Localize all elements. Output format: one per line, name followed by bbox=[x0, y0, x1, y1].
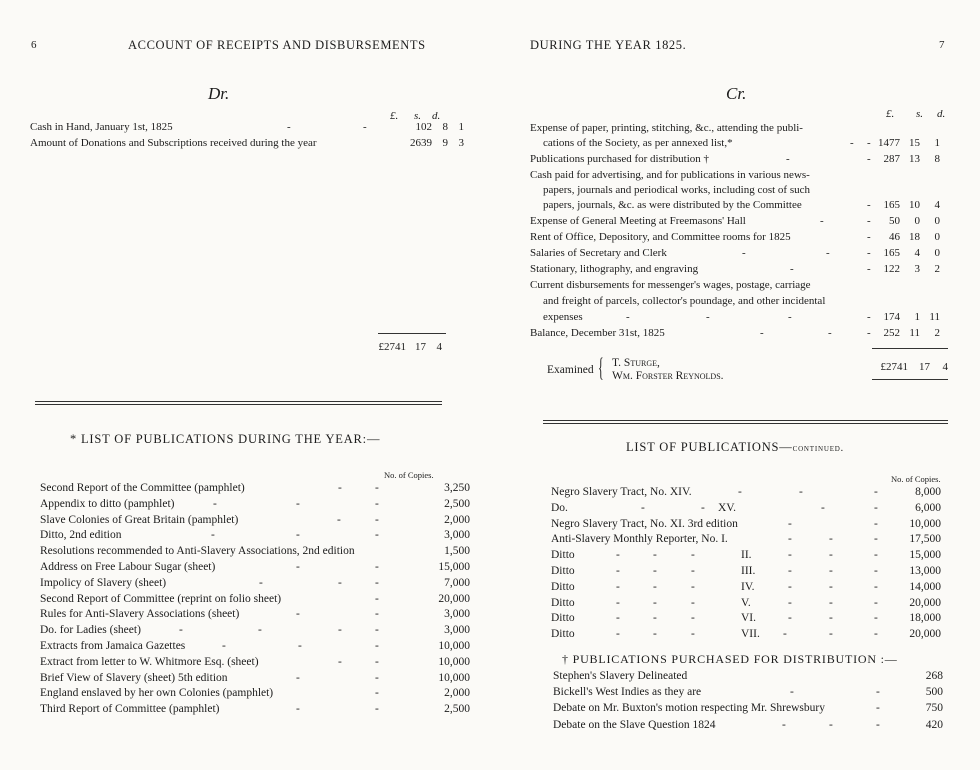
debit-total bbox=[368, 340, 450, 355]
copies-head-left: No. of Copies. bbox=[384, 470, 434, 480]
publication-title: Third Report of Committee (pamphlet) bbox=[40, 703, 220, 716]
copies-head-right: No. of Copies. bbox=[891, 474, 941, 484]
publication-copies: 1,500 bbox=[444, 545, 470, 558]
publication-copies: 10,000 bbox=[438, 671, 470, 684]
leader-dash: - bbox=[375, 561, 379, 573]
publication-title: Extract from letter to W. Whitmore Esq. (sheet) bbox=[40, 655, 259, 668]
publication-row bbox=[40, 575, 470, 591]
leader-dash: - bbox=[641, 501, 645, 514]
leader-dash: - bbox=[296, 608, 300, 621]
leader-dash: - bbox=[296, 703, 300, 716]
publication-copies: 2,500 bbox=[444, 703, 470, 716]
examiner-name: Wm. Forster Reynolds. bbox=[612, 370, 724, 382]
publication-row bbox=[551, 484, 941, 500]
publication-row bbox=[40, 559, 470, 575]
credit-entry-line: expenses bbox=[543, 311, 583, 323]
credit-entry-line: Stationary, lithography, and engraving bbox=[530, 263, 699, 275]
publication-copies: 3,250 bbox=[444, 482, 470, 494]
leader-dash: - bbox=[829, 628, 833, 641]
publication-copies: 268 bbox=[925, 670, 943, 682]
debit-pounds: 2639 bbox=[410, 137, 432, 149]
credit-pounds: 50 bbox=[889, 215, 900, 227]
publications-title-right-suffix: continued. bbox=[792, 443, 844, 454]
leader-dash: - bbox=[738, 486, 742, 498]
leader-dash: - bbox=[296, 497, 300, 510]
leader-dash: - bbox=[874, 501, 878, 514]
publications-title-left: * LIST OF PUBLICATIONS DURING THE YEAR:— bbox=[70, 432, 381, 446]
publication-title: Second Report of the Committee (pamphlet) bbox=[40, 482, 245, 494]
credit-amount: - - - - 174 1 11 bbox=[626, 311, 940, 323]
credit-total bbox=[870, 360, 954, 375]
publication-title: Do. for Ladies (sheet) bbox=[40, 624, 141, 637]
leader-dash: - bbox=[691, 628, 695, 641]
leader-dash: - bbox=[653, 580, 657, 593]
leader-dash: - bbox=[296, 561, 300, 573]
leader-dash: - bbox=[338, 576, 342, 589]
credit-shillings: 13 bbox=[909, 153, 920, 165]
publication-copies: 2,500 bbox=[444, 497, 470, 510]
leader-dash: - bbox=[874, 549, 878, 562]
credit-shillings: 4 bbox=[914, 247, 920, 259]
examined-label: Examined bbox=[547, 364, 594, 376]
credit-entry-line: Current disbursements for messenger's wages, postage, carriage bbox=[530, 279, 811, 291]
publication-copies: 14,000 bbox=[909, 580, 941, 593]
leader-dash: - bbox=[788, 517, 792, 530]
publication-copies: 13,000 bbox=[909, 565, 941, 577]
publication-copies: 20,000 bbox=[909, 628, 941, 641]
credit-shillings: 0 bbox=[914, 215, 920, 227]
publication-row bbox=[553, 717, 943, 733]
divider-left-bottom bbox=[35, 404, 442, 405]
publications-title-right-main: LIST OF PUBLICATIONS— bbox=[626, 440, 793, 454]
credit-pounds: 165 bbox=[883, 199, 900, 211]
debit-pence: 1 bbox=[458, 121, 464, 133]
publication-title: Do. bbox=[551, 501, 568, 514]
credit-entry-line: Salaries of Secretary and Clerk bbox=[530, 247, 667, 259]
leader-dash: - bbox=[874, 517, 878, 530]
credit-entry-line: Rent of Office, Depository, and Committee rooms for 1825 bbox=[530, 231, 791, 243]
publication-title: Brief View of Slavery (sheet) 5th edition bbox=[40, 671, 228, 684]
running-head-left: ACCOUNT OF RECEIPTS AND DISBURSEMENTS bbox=[128, 38, 426, 52]
credit-pounds: 46 bbox=[889, 231, 900, 243]
debit-pence: 3 bbox=[458, 137, 464, 149]
publication-copies: 2,000 bbox=[444, 687, 470, 700]
credit-pounds: 122 bbox=[883, 263, 900, 275]
total-underline-right bbox=[872, 379, 948, 380]
leader-dash: - bbox=[375, 608, 379, 621]
credit-pounds: 252 bbox=[883, 327, 900, 339]
leader-dash: - bbox=[874, 628, 878, 641]
publication-title: Ditto bbox=[551, 612, 575, 625]
credit-amount: - - 50 0 0 bbox=[820, 215, 940, 227]
publication-row bbox=[551, 626, 941, 642]
publication-title: Ditto bbox=[551, 580, 575, 593]
publication-copies: 420 bbox=[925, 718, 943, 731]
leader-dash: - bbox=[616, 580, 620, 593]
leader-dash: - bbox=[337, 513, 341, 526]
leader-dash: - bbox=[874, 533, 878, 546]
leader-dash: - bbox=[616, 628, 620, 641]
total-rule-left bbox=[378, 333, 446, 334]
credit-pence: 4 bbox=[934, 199, 940, 211]
credit-entry-line: papers, journals, &c. as were distributed by the Committee bbox=[543, 199, 802, 211]
credit-total-pence: 4 bbox=[942, 361, 948, 373]
leader-dash: - bbox=[829, 718, 833, 731]
credit-pence: 8 bbox=[934, 153, 940, 165]
leader-dash: - bbox=[616, 612, 620, 625]
debit-pounds: 102 bbox=[415, 121, 432, 133]
leader-dash: - bbox=[375, 592, 379, 605]
leader-dash: - bbox=[874, 596, 878, 609]
leader-dash: - bbox=[375, 655, 379, 668]
publication-copies: 6,000 bbox=[915, 501, 941, 514]
leader-dash: - bbox=[788, 565, 792, 577]
publication-title: Ditto bbox=[551, 628, 575, 641]
credit-pounds: 1477 bbox=[878, 137, 900, 149]
publication-copies: 500 bbox=[925, 686, 943, 699]
debit-total-shillings: 17 bbox=[415, 341, 426, 353]
credit-entry-line: Publications purchased for distribution † bbox=[530, 153, 710, 165]
leader-dash: - bbox=[788, 580, 792, 593]
debit-entry-text: Amount of Donations and Subscriptions received during the year bbox=[30, 137, 317, 149]
credit-shillings: 15 bbox=[909, 137, 920, 149]
publication-row bbox=[551, 500, 941, 516]
leader-dash: - bbox=[829, 549, 833, 562]
publication-copies: 3,000 bbox=[444, 624, 470, 637]
credit-shillings: 11 bbox=[909, 327, 920, 339]
publication-row bbox=[40, 527, 470, 543]
publication-row bbox=[40, 670, 470, 686]
publication-row bbox=[551, 516, 941, 532]
leader-dash: - bbox=[375, 640, 379, 652]
publication-row bbox=[40, 496, 470, 512]
page-number-right: 7 bbox=[939, 39, 945, 51]
leader-dash: - bbox=[375, 703, 379, 716]
publication-row bbox=[551, 579, 941, 595]
credit-amount: - - - 252 11 2 bbox=[760, 327, 940, 339]
publication-row bbox=[40, 512, 470, 528]
publication-copies: 17,500 bbox=[909, 533, 941, 546]
purchased-title: † PUBLICATIONS PURCHASED FOR DISTRIBUTION :— bbox=[562, 652, 898, 666]
leader-dash: - bbox=[876, 686, 880, 699]
shillings-head-right: s. bbox=[916, 108, 924, 120]
leader-dash: - bbox=[179, 624, 183, 637]
publication-title: Appendix to ditto (pamphlet) bbox=[40, 497, 175, 510]
credit-pence: 1 bbox=[934, 137, 940, 149]
publication-copies: 18,000 bbox=[909, 612, 941, 625]
publication-title: Resolutions recommended to Anti-Slavery Associations, 2nd edition bbox=[40, 545, 355, 558]
leader-dash: - bbox=[821, 501, 825, 514]
publication-copies: 15,000 bbox=[438, 561, 470, 573]
credit-entry-line: Expense of paper, printing, stitching, &c., attending the publi- bbox=[530, 122, 803, 134]
debit-entry-text: Cash in Hand, January 1st, 1825 bbox=[30, 121, 173, 133]
leader-dash: - bbox=[653, 628, 657, 641]
pounds-head-right: £. bbox=[886, 108, 895, 120]
credit-amount: - - 287 13 8 bbox=[786, 153, 940, 165]
publication-row bbox=[551, 547, 941, 563]
debit-label: Dr. bbox=[208, 84, 230, 103]
credit-amount: - 46 18 0 bbox=[867, 231, 940, 243]
debit-shillings: 8 bbox=[442, 121, 448, 133]
credit-pence: 0 bbox=[934, 247, 940, 259]
tract-number: V. bbox=[741, 596, 751, 609]
credit-entry-line: Cash paid for advertising, and for publications in various news- bbox=[530, 169, 810, 181]
publication-title: Ditto bbox=[551, 596, 575, 609]
leader-dash: - bbox=[375, 624, 379, 637]
credit-amount: - 165 10 4 bbox=[867, 199, 940, 211]
leader-dash: - bbox=[829, 565, 833, 577]
publication-copies: 750 bbox=[925, 702, 943, 715]
publication-copies: 15,000 bbox=[909, 549, 941, 562]
leader-dash: - bbox=[259, 576, 263, 589]
publication-row bbox=[551, 595, 941, 611]
debit-total-pence: 4 bbox=[436, 341, 442, 353]
running-head-right: DURING THE YEAR 1825. bbox=[530, 38, 687, 52]
divider-right-bottom bbox=[543, 423, 948, 424]
leader-dash: - bbox=[296, 529, 300, 542]
leader-dash: - bbox=[691, 549, 695, 562]
credit-pence: 11 bbox=[929, 311, 940, 323]
publication-row bbox=[40, 701, 470, 717]
credit-pounds: 174 bbox=[883, 311, 900, 323]
leader-dash: - bbox=[298, 640, 302, 652]
publication-row bbox=[553, 700, 943, 716]
leader-dash: - bbox=[338, 655, 342, 668]
publication-copies: 7,000 bbox=[444, 576, 470, 589]
publication-title: Bickell's West Indies as they are bbox=[553, 686, 702, 699]
examiner-name: T. Sturge, bbox=[612, 357, 660, 369]
leader-dash: - bbox=[222, 640, 226, 652]
publication-title: Debate on Mr. Buxton's motion respecting Mr. Shrewsbury bbox=[553, 702, 825, 715]
leader-dash: - bbox=[338, 624, 342, 637]
publication-title: Negro Slavery Tract, No. XI. 3rd edition bbox=[551, 517, 738, 530]
leader-dash: - bbox=[338, 482, 342, 494]
publication-title: Ditto bbox=[551, 549, 575, 562]
credit-total-pounds: £2741 bbox=[880, 361, 908, 373]
leader-dash: - bbox=[375, 513, 379, 526]
credit-entry-line: Balance, December 31st, 1825 bbox=[530, 327, 665, 339]
credit-amount: - - 122 3 2 bbox=[790, 263, 940, 275]
leader-dash: - bbox=[691, 580, 695, 593]
debit-shillings: 9 bbox=[442, 137, 448, 149]
tract-number: IV. bbox=[741, 580, 755, 593]
publication-row bbox=[40, 638, 470, 654]
pence-head-right: d. bbox=[937, 108, 946, 120]
publication-row bbox=[40, 591, 470, 607]
leader-dash: - bbox=[691, 596, 695, 609]
publication-row bbox=[40, 622, 470, 638]
credit-entry-line: and freight of parcels, collector's poundage, and other incidental bbox=[543, 295, 826, 307]
publication-copies: 3,000 bbox=[444, 608, 470, 621]
leader-dash: - bbox=[788, 596, 792, 609]
tract-number: II. bbox=[741, 549, 752, 562]
publication-row bbox=[553, 684, 943, 700]
total-rule-right bbox=[872, 348, 948, 349]
publication-title: Slave Colonies of Great Britain (pamphlet) bbox=[40, 513, 239, 526]
credit-pence: 2 bbox=[934, 263, 940, 275]
publication-row bbox=[551, 610, 941, 626]
publication-row bbox=[553, 668, 943, 684]
credit-total-shillings: 17 bbox=[919, 361, 930, 373]
leader-dash: - bbox=[874, 612, 878, 625]
publication-row bbox=[40, 543, 470, 559]
publication-copies: 2,000 bbox=[444, 513, 470, 526]
leader-dash: - bbox=[375, 576, 379, 589]
leader-dash: - bbox=[829, 580, 833, 593]
leader-dash: - bbox=[375, 687, 379, 700]
tract-number: VII. bbox=[741, 628, 760, 641]
credit-label: Cr. bbox=[726, 84, 747, 103]
leader-dash: - bbox=[876, 718, 880, 731]
publication-copies: 10,000 bbox=[438, 655, 470, 668]
credit-amount: - - 1477 15 1 bbox=[850, 137, 940, 149]
leader-dash: - bbox=[788, 549, 792, 562]
publication-copies: 8,000 bbox=[915, 486, 941, 498]
publications-title-right bbox=[626, 440, 844, 455]
credit-shillings: 18 bbox=[909, 231, 920, 243]
leader-dash: - bbox=[375, 482, 379, 494]
leader-dash: - bbox=[653, 612, 657, 625]
tract-number: XV. bbox=[718, 501, 737, 514]
leader-dash: - bbox=[653, 565, 657, 577]
publication-row bbox=[40, 654, 470, 670]
publication-title: Negro Slavery Tract, No. XIV. bbox=[551, 486, 692, 498]
publication-copies: 20,000 bbox=[438, 592, 470, 605]
credit-pounds: 165 bbox=[883, 247, 900, 259]
leader-dash: - bbox=[691, 565, 695, 577]
leader-dash: - bbox=[876, 702, 880, 715]
credit-shillings: 3 bbox=[914, 263, 920, 275]
leader-dash: - bbox=[616, 596, 620, 609]
publication-title: Impolicy of Slavery (sheet) bbox=[40, 576, 167, 589]
divider-right-top bbox=[543, 420, 948, 421]
leader-dash: - bbox=[788, 612, 792, 625]
examined-brace: { bbox=[598, 353, 604, 382]
publication-row bbox=[40, 606, 470, 622]
debit-entry-row: Cash in Hand, January 1st, 1825 - - 102 8 1 bbox=[30, 121, 464, 133]
publication-title: Extracts from Jamaica Gazettes bbox=[40, 640, 186, 652]
publication-title: Debate on the Slave Question 1824 bbox=[553, 718, 716, 731]
credit-shillings: 1 bbox=[914, 311, 920, 323]
debit-entry-row bbox=[30, 136, 464, 151]
leader-dash: - bbox=[874, 486, 878, 498]
leader-dash: - bbox=[788, 533, 792, 546]
publication-row bbox=[40, 480, 470, 496]
tract-number: VI. bbox=[741, 612, 757, 625]
credit-pounds: 287 bbox=[883, 153, 900, 165]
leader-dash: - bbox=[375, 529, 379, 542]
pounds-head-left: £. bbox=[390, 110, 399, 122]
credit-pence: 2 bbox=[934, 327, 940, 339]
publication-copies: 10,000 bbox=[438, 640, 470, 652]
leader-dash: - bbox=[616, 565, 620, 577]
leader-dash: - bbox=[653, 596, 657, 609]
debit-total-pounds: £2741 bbox=[378, 341, 406, 353]
publication-title: Address on Free Labour Sugar (sheet) bbox=[40, 561, 216, 573]
leader-dash: - bbox=[296, 671, 300, 684]
leader-dash: - bbox=[258, 624, 262, 637]
leader-dash: - bbox=[782, 718, 786, 731]
publication-copies: 3,000 bbox=[444, 529, 470, 542]
publication-row bbox=[40, 685, 470, 701]
publication-title: Rules for Anti-Slavery Associations (sheet) bbox=[40, 608, 240, 621]
leader-dash: - bbox=[691, 612, 695, 625]
publication-title: Stephen's Slavery Delineated bbox=[553, 670, 688, 682]
publication-copies: 10,000 bbox=[909, 517, 941, 530]
leader-dash: - bbox=[375, 671, 379, 684]
publication-title: Anti-Slavery Monthly Reporter, No. I. bbox=[551, 533, 728, 546]
leader-dash: - bbox=[701, 501, 705, 514]
leader-dash: - bbox=[829, 596, 833, 609]
publication-title: Ditto bbox=[551, 565, 575, 577]
leader-dash: - bbox=[616, 549, 620, 562]
credit-amount: - - - 165 4 0 bbox=[742, 247, 940, 259]
leader-dash: - bbox=[874, 580, 878, 593]
tract-number: III. bbox=[741, 565, 756, 577]
page-number-left: 6 bbox=[31, 39, 37, 51]
publication-row bbox=[551, 563, 941, 579]
publication-copies: 20,000 bbox=[909, 596, 941, 609]
credit-entry-line: Expense of General Meeting at Freemasons' Hall bbox=[530, 215, 746, 227]
leader-dash: - bbox=[653, 549, 657, 562]
credit-entry-line: cations of the Society, as per annexed list,* bbox=[543, 137, 733, 149]
leader-dash: - bbox=[829, 612, 833, 625]
divider-left-top bbox=[35, 401, 442, 402]
leader-dash: - bbox=[211, 529, 215, 542]
leader-dash: - bbox=[799, 486, 803, 498]
leader-dash: - bbox=[874, 565, 878, 577]
leader-dash: - bbox=[375, 497, 379, 510]
credit-pence: 0 bbox=[934, 231, 940, 243]
publication-row bbox=[551, 531, 941, 547]
credit-shillings: 10 bbox=[909, 199, 920, 211]
pence-head-left: d. bbox=[432, 110, 441, 122]
leader-dash: - bbox=[790, 686, 794, 699]
publication-title: England enslaved by her own Colonies (pamphlet) bbox=[40, 687, 274, 700]
credit-pence: 0 bbox=[934, 215, 940, 227]
credit-entry-line: papers, journals and periodical works, including cost of such bbox=[543, 184, 810, 196]
leader-dash: - bbox=[829, 533, 833, 546]
publication-title: Second Report of Committee (reprint on folio sheet) bbox=[40, 592, 282, 605]
leader-dash: - bbox=[783, 628, 787, 641]
shillings-head-left: s. bbox=[414, 110, 422, 122]
publication-title: Ditto, 2nd edition bbox=[40, 529, 122, 542]
leader-dash: - bbox=[213, 497, 217, 510]
